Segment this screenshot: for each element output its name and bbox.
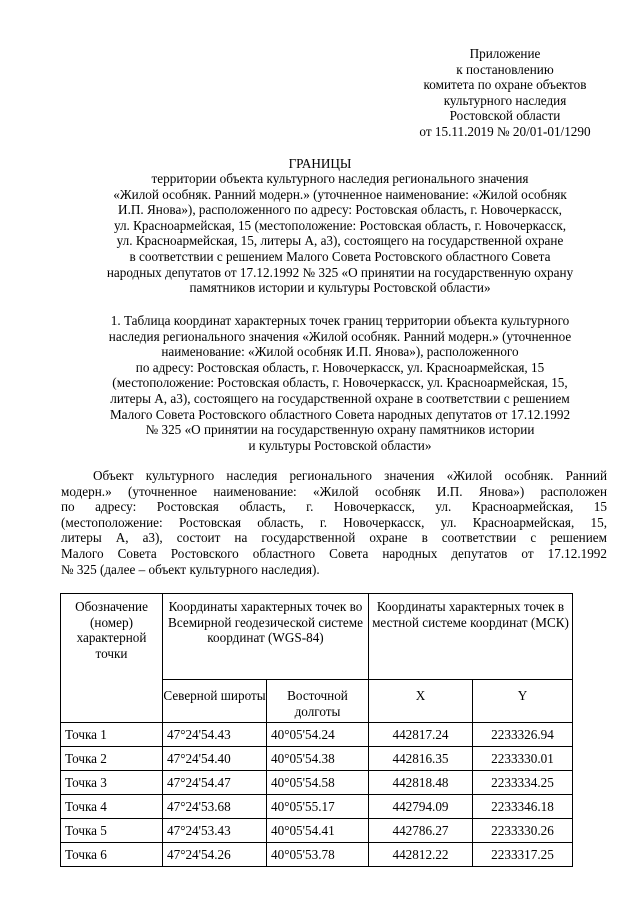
- document-subtitle: [40, 171, 640, 296]
- table-row: [61, 723, 573, 747]
- cell-y: 2233330.01: [473, 747, 573, 771]
- subheader-lat: Северной широты: [163, 680, 267, 723]
- subtitle-line: в соответствии с решением Малого Совета Ростовского областного Совета: [129, 248, 551, 264]
- paragraph-line: Объект культурного наследия регионального значения «Жилой особняк. Ранний: [93, 468, 607, 483]
- table-caption-line: Малого Совета Ростовского областного Совета народных депутатов от 17.12.1992: [109, 406, 571, 422]
- table-row: [61, 843, 573, 867]
- appendix-line: Ростовской области: [449, 108, 561, 124]
- paragraph-line: литеры А, а3), состоит на государственной охране в соответствии с решением: [61, 530, 607, 546]
- cell-lon: 40°05'54.38: [267, 747, 369, 771]
- cell-point: Точка 4: [61, 795, 163, 819]
- appendix-header: [385, 46, 625, 140]
- header-wgs: Координаты характерных точек во Всемирной геодезической системе координат (WGS-84): [163, 594, 369, 680]
- cell-lat: 47°24'54.43: [163, 723, 267, 747]
- cell-point: Точка 3: [61, 771, 163, 795]
- cell-lon: 40°05'54.24: [267, 723, 369, 747]
- appendix-line: культурного наследия: [443, 92, 567, 108]
- cell-y: 2233326.94: [473, 723, 573, 747]
- table-header-row: [61, 594, 573, 680]
- cell-lat: 47°24'54.47: [163, 771, 267, 795]
- document-title: ГРАНИЦЫ: [288, 156, 352, 171]
- paragraph-line: (местоположение: Ростовская область, г. Новочеркасск, ул. Красноармейская, 15,: [61, 514, 607, 530]
- subtitle-line: территории объекта культурного наследия регионального значения: [151, 171, 529, 186]
- table-caption-line: 1. Таблица координат характерных точек границ территории объекта культурного: [110, 313, 570, 328]
- table-caption-line: и культуры Ростовской области»: [248, 437, 432, 453]
- cell-y: 2233334.25: [473, 771, 573, 795]
- cell-point: Точка 5: [61, 819, 163, 843]
- subtitle-line: И.П. Янова»), расположенного по адресу: Ростовская область, г. Новочеркасск,: [118, 202, 562, 218]
- cell-lon: 40°05'54.58: [267, 771, 369, 795]
- table-row: [61, 795, 573, 819]
- paragraph-line: по адресу: Ростовская область, г. Новочеркасск, ул. Красноармейская, 15: [61, 499, 607, 515]
- paragraph-line: модерн.» (уточненное наименование: «Жилой особняк И.П. Янова») расположен: [61, 483, 607, 499]
- description-paragraph: [61, 468, 607, 577]
- cell-x: 442816.35: [369, 747, 473, 771]
- cell-point: Точка 6: [61, 843, 163, 867]
- cell-lat: 47°24'53.68: [163, 795, 267, 819]
- cell-x: 442794.09: [369, 795, 473, 819]
- appendix-line: от 15.11.2019 № 20/01-01/1290: [419, 123, 591, 139]
- cell-lat: 47°24'54.26: [163, 843, 267, 867]
- cell-lat: 47°24'53.43: [163, 819, 267, 843]
- table-caption-line: № 325 «О принятии на государственную охрану памятников истории: [145, 422, 535, 438]
- table-caption: [40, 313, 640, 453]
- table-row: [61, 747, 573, 771]
- subtitle-line: ул. Красноармейская, 15, литеры А, а3), состоящего на государственной охране: [116, 233, 564, 249]
- subtitle-line: ул. Красноармейская, 15 (местоположение: Ростовская область, г. Новочеркасск,: [113, 217, 567, 233]
- table-caption-line: наименование: «Жилой особняк И.П. Янова»), расположенного: [161, 344, 519, 360]
- table-caption-line: наследия регионального значения «Жилой особняк. Ранний модерн.» (уточненное: [108, 328, 572, 344]
- cell-x: 442818.48: [369, 771, 473, 795]
- appendix-line: Приложение: [469, 46, 541, 61]
- cell-x: 442812.22: [369, 843, 473, 867]
- paragraph-line: Малого Совета Ростовского областного Совета народных депутатов от 17.12.1992: [61, 545, 607, 561]
- table-row: [61, 819, 573, 843]
- subtitle-line: «Жилой особняк. Ранний модерн.» (уточненное наименование: «Жилой особняк: [113, 186, 567, 202]
- header-point: Обозначение (номер) характерной точки: [61, 594, 163, 723]
- paragraph-line: № 325 (далее – объект культурного наследия).: [61, 561, 320, 577]
- subtitle-line: памятников истории и культуры Ростовской области»: [189, 280, 491, 296]
- subheader-y: Y: [473, 680, 573, 723]
- table-caption-line: (местоположение: Ростовская область, г. Новочеркасск, ул. Красноармейская, 15,: [112, 375, 568, 391]
- table-caption-line: по адресу: Ростовская область, г. Новочеркасск, ул. Красноармейская, 15: [135, 359, 545, 375]
- cell-point: Точка 1: [61, 723, 163, 747]
- appendix-line: к постановлению: [456, 61, 554, 77]
- cell-point: Точка 2: [61, 747, 163, 771]
- subtitle-line: народных депутатов от 17.12.1992 № 325 «О принятии на государственную охрану: [106, 264, 574, 280]
- appendix-line: комитета по охране объектов: [423, 77, 587, 93]
- cell-lat: 47°24'54.40: [163, 747, 267, 771]
- cell-y: 2233317.25: [473, 843, 573, 867]
- cell-lon: 40°05'55.17: [267, 795, 369, 819]
- subheader-x: X: [369, 680, 473, 723]
- subheader-lon: Восточной долготы: [267, 680, 369, 723]
- cell-x: 442786.27: [369, 819, 473, 843]
- cell-y: 2233346.18: [473, 795, 573, 819]
- coordinates-table: [60, 593, 573, 867]
- table-row: [61, 771, 573, 795]
- table-caption-line: литеры А, а3), состоящего на государственной охране в соответствии с решением: [110, 390, 570, 406]
- cell-y: 2233330.26: [473, 819, 573, 843]
- cell-x: 442817.24: [369, 723, 473, 747]
- cell-lon: 40°05'54.41: [267, 819, 369, 843]
- header-msk: Координаты характерных точек в местной системе координат (МСК): [369, 594, 573, 680]
- cell-lon: 40°05'53.78: [267, 843, 369, 867]
